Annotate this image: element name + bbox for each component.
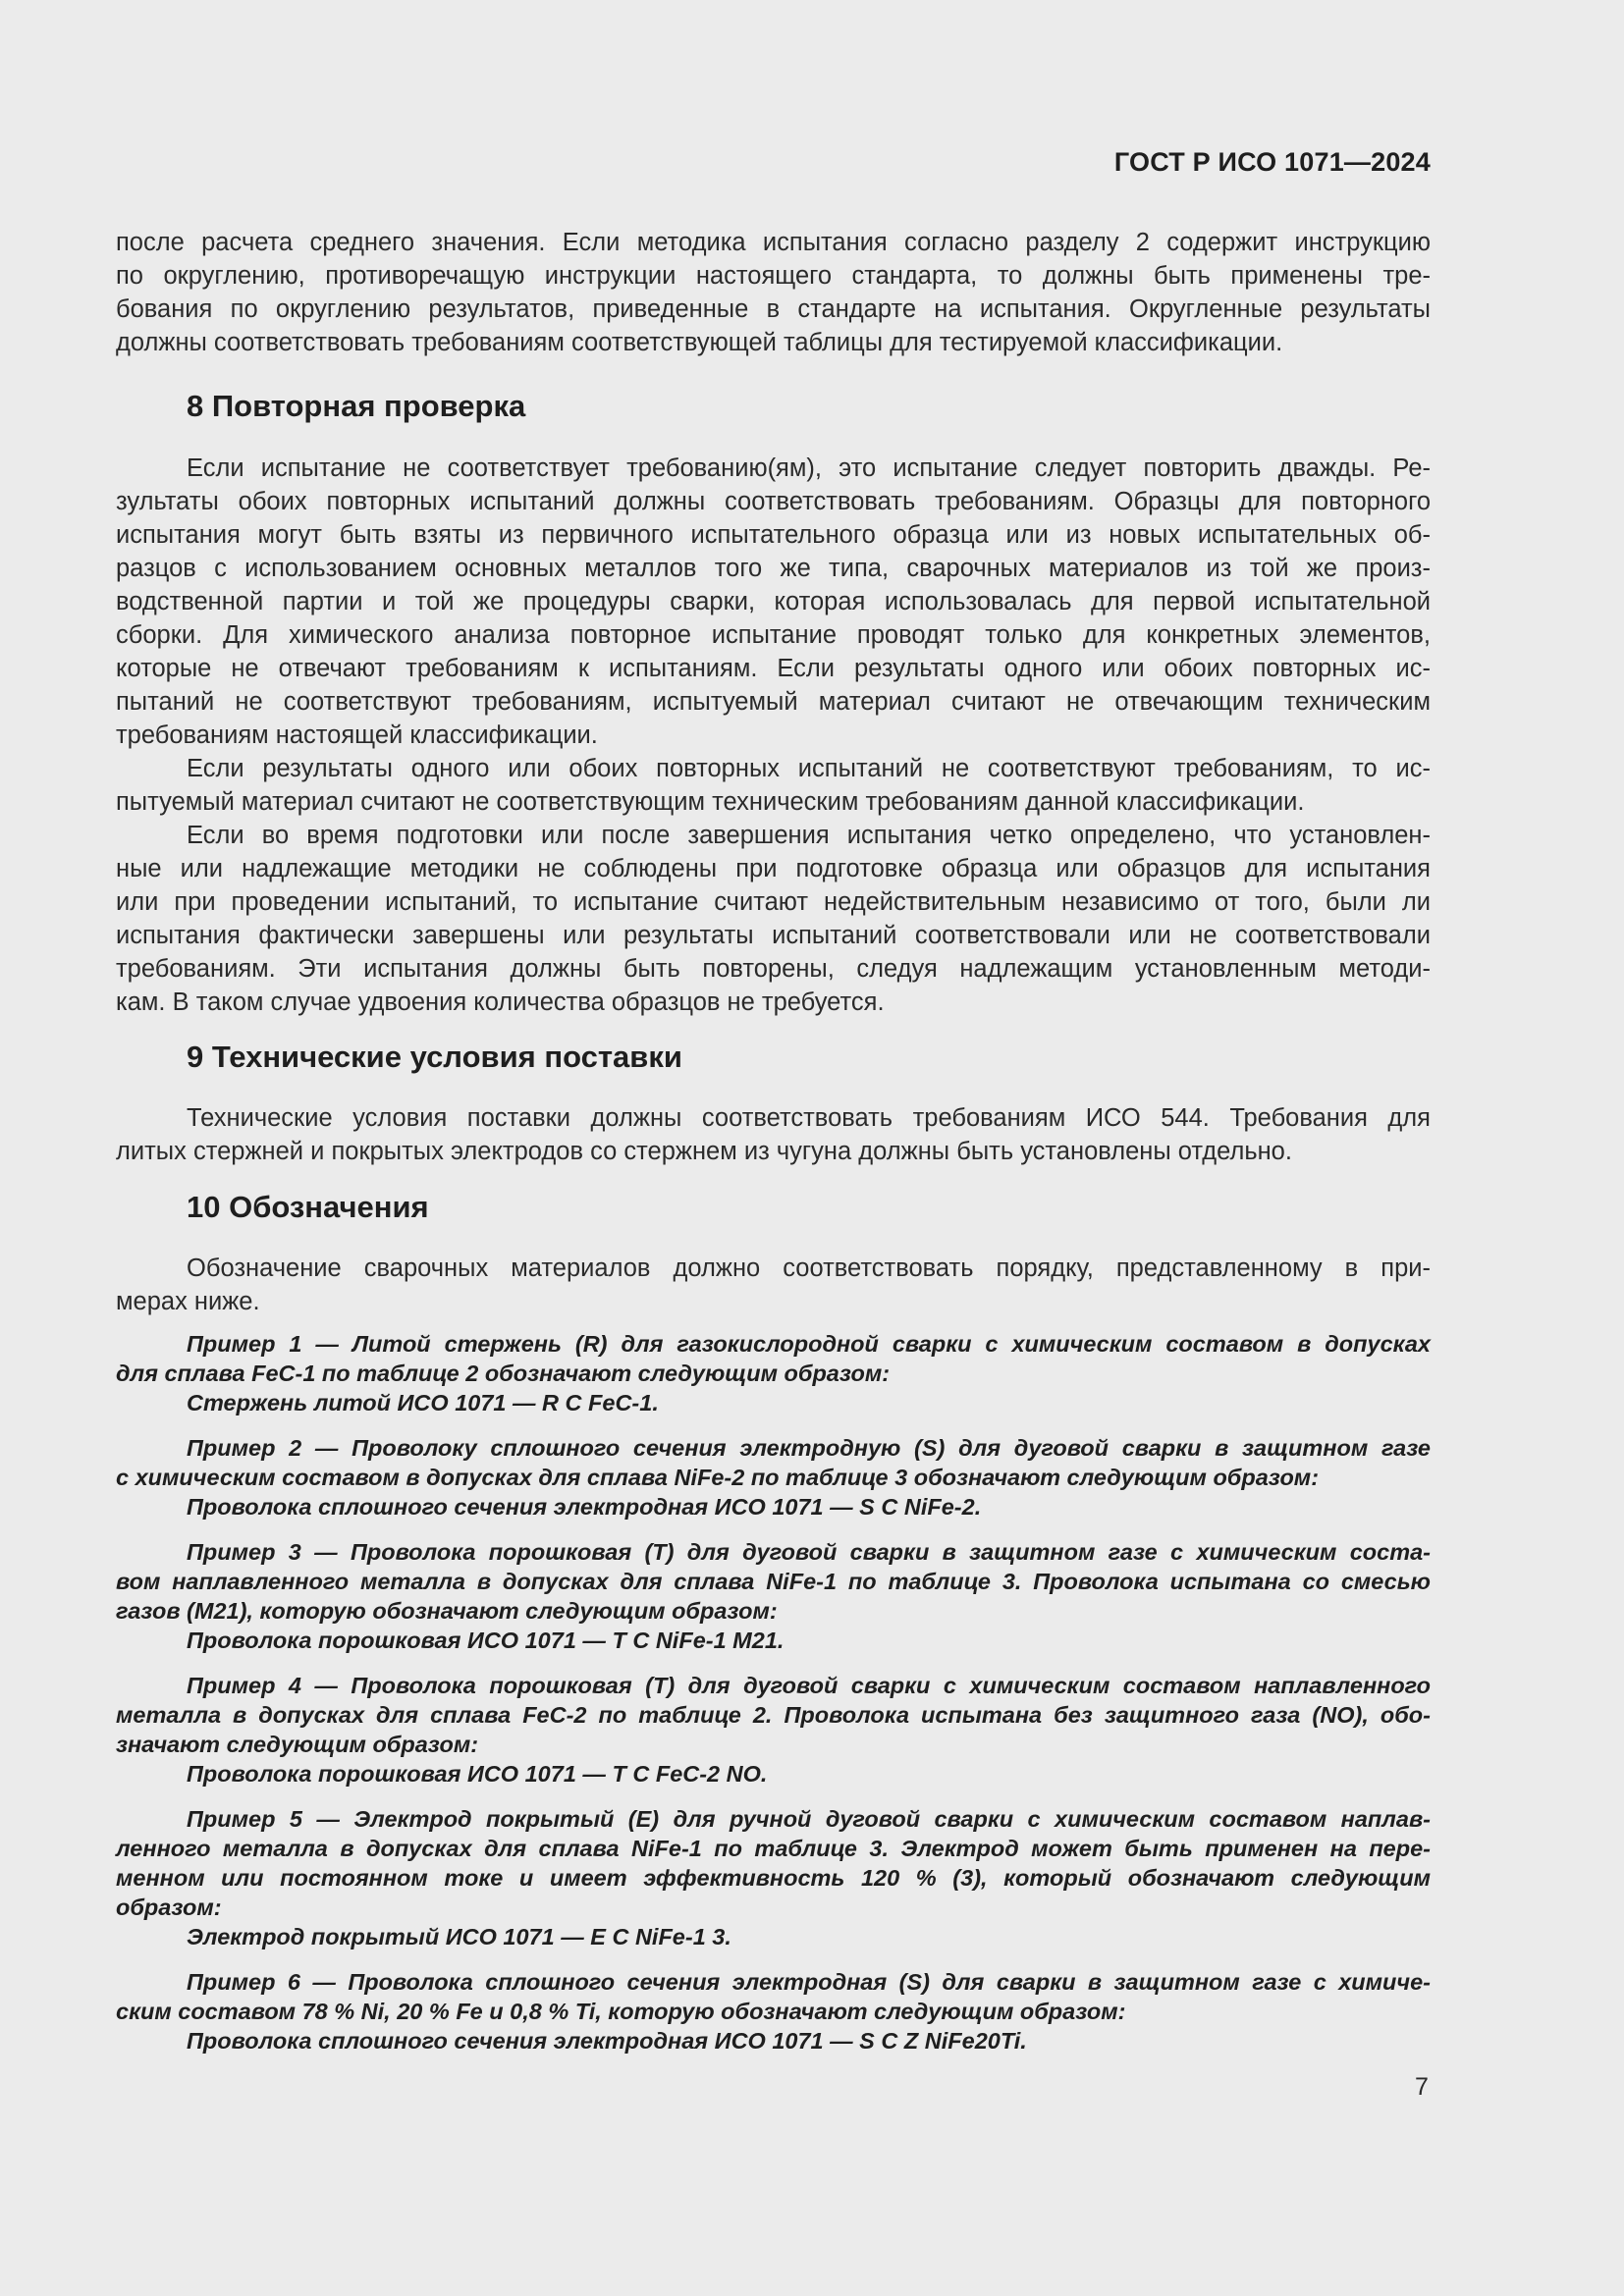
text-line: или при проведении испытаний, то испытание считают недействительным независимо от того, были ли [116, 888, 1431, 916]
text-line: Пример 6 — Проволока сплошного сечения электродная (S) для сварки в защитном газе с химиче- [187, 1969, 1431, 1995]
text-line: металла в допусках для сплава FeC-2 по таблице 2. Проволока испытана без защитного газа (NO), обо- [116, 1702, 1431, 1728]
example-designation: Проволока сплошного сечения электродная ИСО 1071 — S C NiFe-2. [187, 1494, 982, 1520]
text-line: Пример 5 — Электрод покрытый (E) для ручной дуговой сварки с химическим составом наплав- [187, 1806, 1431, 1832]
example-4 [116, 1671, 1431, 1789]
text-line: после расчета среднего значения. Если методика испытания согласно разделу 2 содержит инструкцию [116, 229, 1431, 256]
text-line: кам. В таком случае удвоения количества образцов не требуется. [116, 988, 885, 1016]
section-8-paragraph-2 [116, 752, 1431, 819]
example-2 [116, 1433, 1431, 1522]
example-5 [116, 1804, 1431, 1951]
example-1 [116, 1329, 1431, 1417]
example-designation: Проволока сплошного сечения электродная ИСО 1071 — S C Z NiFe20Ti. [187, 2028, 1027, 2054]
text-line: которые не отвечают требованиям к испытаниям. Если результаты одного или обоих повторных ис- [116, 655, 1431, 682]
text-line: ским составом 78 % Ni, 20 % Fe и 0,8 % Ti, которую обозначают следующим образом: [116, 1999, 1126, 2024]
section-9-paragraph-1 [116, 1101, 1431, 1168]
text-line: Пример 1 — Литой стержень (R) для газокислородной сварки с химическим составом в допусках [187, 1331, 1431, 1357]
example-6 [116, 1967, 1431, 2056]
text-line: пытуемый материал считают не соответствующим техническим требованиям данной классификации. [116, 788, 1305, 816]
text-line: Пример 2 — Проволоку сплошного сечения электродную (S) для дуговой сварки в защитном газе [187, 1435, 1431, 1461]
section-8-paragraph-3 [116, 819, 1431, 1019]
text-line: Технические условия поставки должны соответствовать требованиям ИСО 544. Требования для [187, 1104, 1431, 1132]
example-designation: Электрод покрытый ИСО 1071 — E C NiFe-1 3. [187, 1924, 731, 1949]
text-line: водственной партии и той же процедуры сварки, которая использовалась для первой испытательной [116, 588, 1431, 615]
text-line: значают следующим образом: [116, 1732, 479, 1757]
text-line: Если результаты одного или обоих повторных испытаний не соответствуют требованиям, то ис- [187, 755, 1431, 782]
example-designation: Проволока порошковая ИСО 1071 — T C FeC-2 NO. [187, 1761, 768, 1787]
intro-paragraph [116, 226, 1431, 359]
section-10-heading: 10 Обозначения [187, 1190, 429, 1224]
text-line: пытаний не соответствуют требованиям, испытуемый материал считают не отвечающим техническим [116, 688, 1431, 716]
text-line: для сплава FeC-1 по таблице 2 обозначают следующим образом: [116, 1361, 891, 1386]
example-designation: Стержень литой ИСО 1071 — R C FeC-1. [187, 1390, 659, 1415]
text-line: требованиям настоящей классификации. [116, 721, 598, 749]
text-line: требованиям. Эти испытания должны быть повторены, следуя надлежащим установленным методи- [116, 955, 1431, 983]
text-line: Пример 3 — Проволока порошковая (T) для дуговой сварки в защитном газе с химическим соста- [187, 1539, 1431, 1565]
page-number: 7 [1415, 2073, 1429, 2101]
text-line: Пример 4 — Проволока порошковая (T) для дуговой сварки с химическим составом наплавленного [187, 1673, 1431, 1698]
text-line: должны соответствовать требованиям соответствующей таблицы для тестируемой классификации. [116, 329, 1283, 356]
text-line: Обозначение сварочных материалов должно соответствовать порядку, представленному в при- [187, 1255, 1431, 1282]
text-line: мерах ниже. [116, 1288, 260, 1315]
example-designation: Проволока порошковая ИСО 1071 — T C NiFe-1 M21. [187, 1628, 785, 1653]
section-8-paragraph-1 [116, 452, 1431, 752]
document-header-standard: ГОСТ Р ИСО 1071—2024 [1113, 147, 1431, 177]
section-9-heading: 9 Технические условия поставки [187, 1040, 682, 1074]
text-line: с химическим составом в допусках для сплава NiFe-2 по таблице 3 обозначают следующим образом: [116, 1465, 1320, 1490]
text-line: образом: [116, 1895, 222, 1920]
text-line: испытания могут быть взяты из первичного испытательного образца или из новых испытательных об- [116, 521, 1431, 549]
text-line: литых стержней и покрытых электродов со стержнем из чугуна должны быть установлены отдельно. [116, 1138, 1292, 1165]
text-line: вом наплавленного металла в допусках для сплава NiFe-1 по таблице 3. Проволока испытана со смесью [116, 1569, 1431, 1594]
text-line: бования по округлению результатов, приведенные в стандарте на испытания. Округленные результаты [116, 295, 1431, 323]
text-line: Если во время подготовки или после завершения испытания четко определено, что установлен- [187, 822, 1431, 849]
text-line: разцов с использованием основных металлов того же типа, сварочных материалов из той же произ- [116, 555, 1431, 582]
text-line: по округлению, противоречащую инструкции настоящего стандарта, то должны быть применены тре- [116, 262, 1431, 290]
example-3 [116, 1537, 1431, 1655]
text-line: зультаты обоих повторных испытаний должны соответствовать требованиям. Образцы для повторного [116, 488, 1431, 515]
text-line: ленного металла в допусках для сплава NiFe-1 по таблице 3. Электрод может быть применен на пере- [116, 1836, 1431, 1861]
text-line: газов (M21), которую обозначают следующим образом: [116, 1598, 778, 1624]
section-8-heading: 8 Повторная проверка [187, 389, 526, 423]
text-line: Если испытание не соответствует требованию(ям), это испытание следует повторить дважды. Ре- [187, 454, 1431, 482]
section-10-paragraph-1 [116, 1252, 1431, 1318]
text-line: ные или надлежащие методики не соблюдены при подготовке образца или образцов для испытания [116, 855, 1431, 882]
text-line: испытания фактически завершены или результаты испытаний соответствовали или не соответствовали [116, 922, 1431, 949]
text-line: сборки. Для химического анализа повторное испытание проводят только для конкретных элементов, [116, 621, 1431, 649]
text-line: менном или постоянном токе и имеет эффективность 120 % (3), который обозначают следующим [116, 1865, 1431, 1891]
